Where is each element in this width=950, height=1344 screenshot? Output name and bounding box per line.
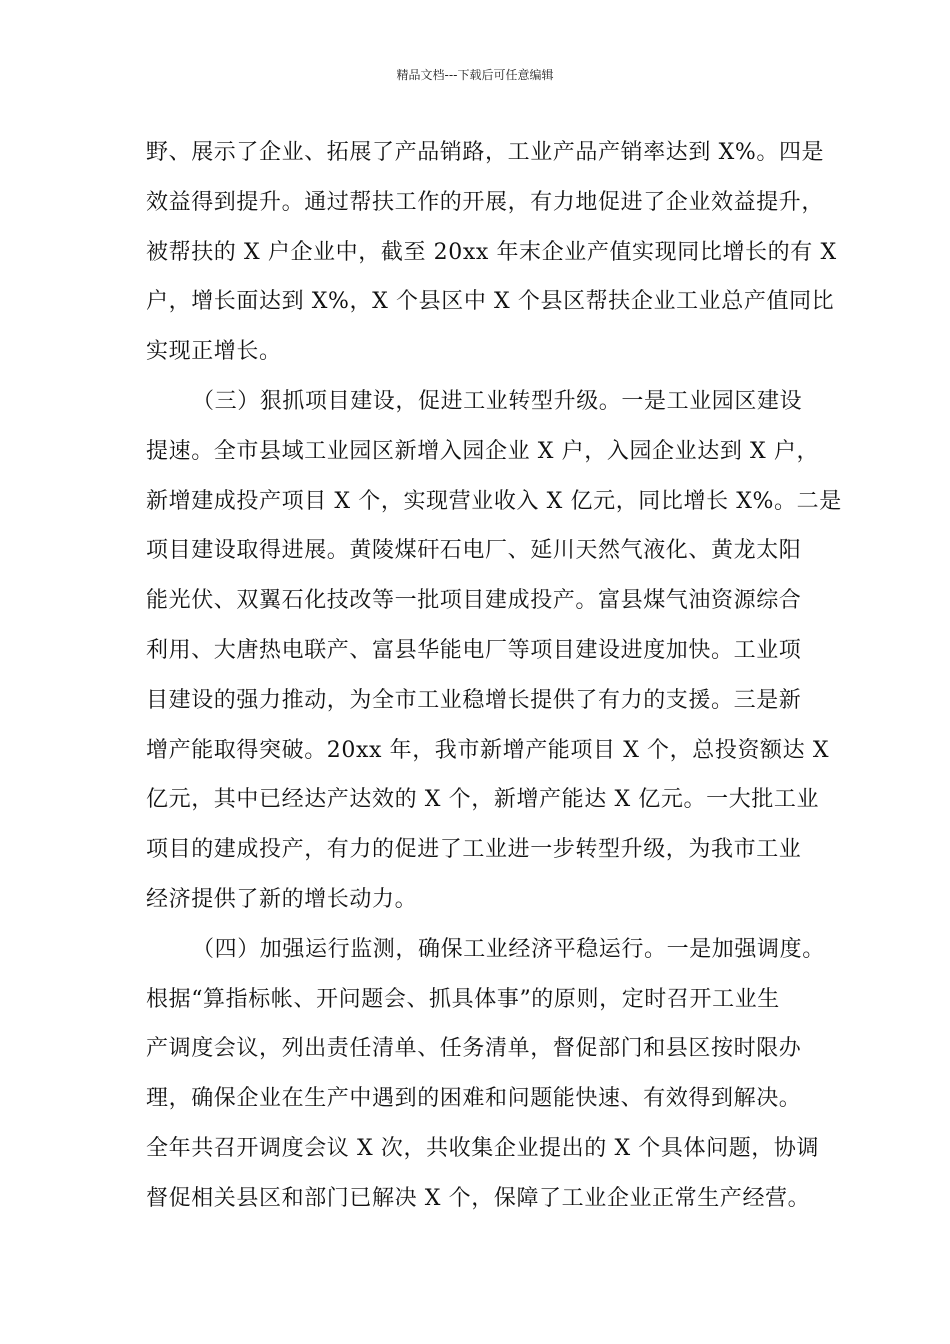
- text-line: 根据“算指标帐、开问题会、抓具体事”的原则，定时召开工业生: [146, 986, 780, 1012]
- text-line: 能光伏、双翼石化技改等一批项目建成投产。富县煤气油资源综合: [146, 588, 802, 614]
- text-line: 产调度会议，列出责任清单、任务清单，督促部门和县区按时限办: [146, 1036, 802, 1062]
- text-line: 全年共召开调度会议 X 次，共收集企业提出的 X 个具体问题，协调: [146, 1135, 820, 1161]
- section-heading-line: （四）加强运行监测，确保工业经济平稳运行。一是加强调度。: [192, 936, 825, 962]
- text-line: 项目的建成投产，有力的促进了工业进一步转型升级，为我市工业: [146, 837, 802, 863]
- document-body: [146, 128, 842, 1224]
- text-line: 理，确保企业在生产中遇到的困难和问题能快速、有效得到解决。: [146, 1086, 802, 1112]
- text-line: 增产能取得突破。20xx 年，我市新增产能项目 X 个，总投资额达 X: [146, 737, 830, 763]
- text-line: 实现正增长。: [146, 339, 282, 365]
- text-line: 户，增长面达到 X%，X 个县区中 X 个县区帮扶企业工业总产值同比: [146, 289, 835, 315]
- text-line: 督促相关县区和部门已解决 X 个，保障了工业企业正常生产经营。: [146, 1185, 811, 1211]
- text-line: 经济提供了新的增长动力。: [146, 886, 418, 912]
- text-line: 提速。全市县域工业园区新增入园企业 X 户，入园企业达到 X 户，: [146, 438, 820, 464]
- section-heading-line: （三）狠抓项目建设，促进工业转型升级。一是工业园区建设: [192, 388, 803, 414]
- text-line: 亿元，其中已经达产达效的 X 个，新增产能达 X 亿元。一大批工业: [146, 787, 820, 813]
- text-line: 利用、大唐热电联产、富县华能电厂等项目建设进度加快。工业项: [146, 637, 802, 663]
- page-header: 精品文档---下载后可任意编辑: [396, 68, 554, 82]
- text-line: 被帮扶的 X 户企业中，截至 20xx 年末企业产值实现同比增长的有 X: [146, 239, 837, 265]
- text-line: 目建设的强力推动，为全市工业稳增长提供了有力的支援。三是新: [146, 687, 802, 713]
- text-line: 效益得到提升。通过帮扶工作的开展，有力地促进了企业效益提升，: [146, 189, 825, 215]
- text-line: 项目建设取得进展。黄陵煤矸石电厂、延川天然气液化、黄龙太阳: [146, 538, 802, 564]
- text-line: 野、展示了企业、拓展了产品销路，工业产品产销率达到 X%。四是: [146, 140, 825, 165]
- text-line: 新增建成投产项目 X 个，实现营业收入 X 亿元，同比增长 X%。二是: [146, 488, 842, 514]
